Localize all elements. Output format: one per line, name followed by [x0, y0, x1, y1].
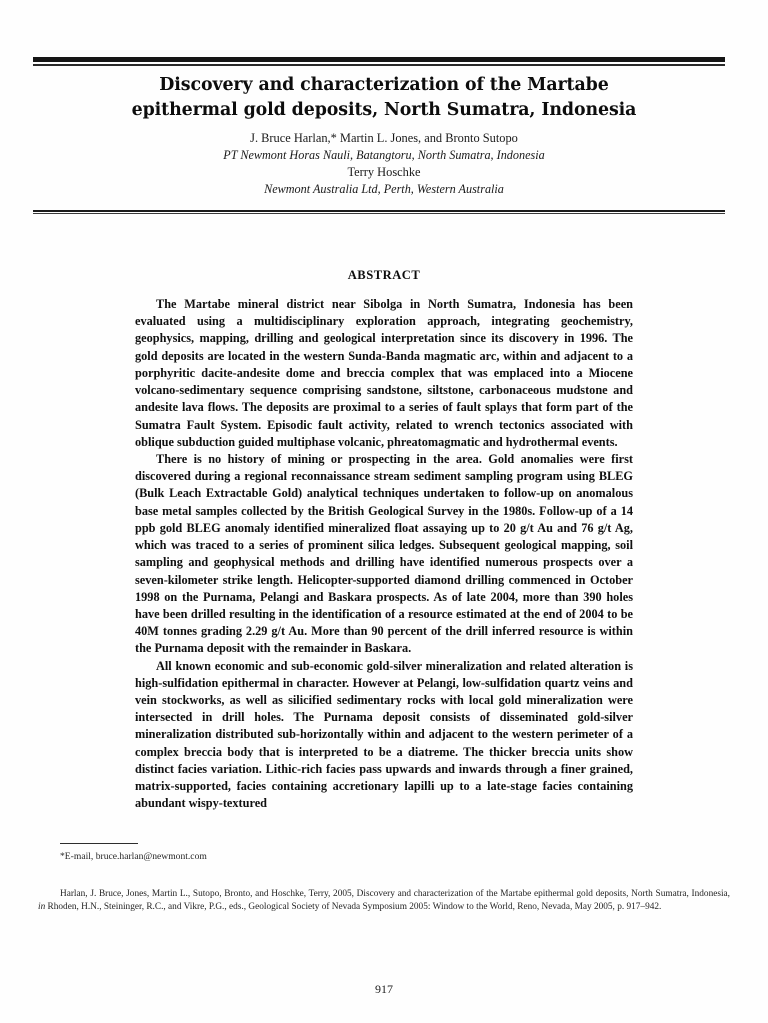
rule-bar-c: [33, 213, 725, 214]
abstract-paragraph: There is no history of mining or prospecting in the area. Gold anomalies were first discovered during a regional reconnaissance stream sediment sampling program using BLEG (Bulk Leach Extractable Gold) analytical techniques undertaken to follow-up on anomalous base metal samples collected by the British Geological Survey in the 1980s. Follow-up of a 14 ppb gold BLEG anomaly identified mineralized float assaying up to 20 g/t Au and 76 g/t Ag, which was traced to a series of prominent silica ledges. Subsequent geological mapping, soil sampling and geophysical methods and drilling have identified numerous prospects over a seven-kilometer strike length. Helicopter-supported diamond drilling commenced in October 1998 on the Purnama, Pelangi and Baskara prospects. As of late 2004, more than 390 holes have been drilled resulting in the identification of a resource estimated at the end of 2004 to be 40M tonnes grading 2.29 g/t Au. More than 90 percent of the drill inferred resource is within the Purnama deposit with the remainder in Baskara.: [135, 451, 633, 656]
rule-bar-thin: [33, 64, 725, 66]
author-affiliation-secondary: Newmont Australia Ltd, Perth, Western Australia: [264, 182, 504, 196]
citation-in-keyword: in: [38, 902, 46, 913]
footnote-separator-rule: [60, 843, 138, 844]
abstract-body: [135, 296, 633, 813]
author-names-primary: J. Bruce Harlan,* Martin L. Jones, and Bronto Sutopo: [250, 131, 518, 145]
title-line-1: Discovery and characterization of the Martabe: [159, 75, 609, 95]
abstract-paragraph: All known economic and sub-economic gold-silver mineralization and related alteration is high-sulfidation epithermal in character. However at Pelangi, low-sulfidation quartz veins and vein stockworks, as well as silicified sedimentary rocks with local gold mineralization were intersected in drill holes. The Purnama deposit consists of disseminated gold-silver mineralization distributed sub-horizontally within and adjacent to the western perimeter of a complex breccia body that is interpreted to be a diatreme. The thicker breccia units show distinct facies variation. Lithic-rich facies pass upwards and inwards through a finer grained, matrix-supported, facies containing accretionary lapilli up to a late-stage facies containing abundant wispy-textured: [135, 658, 633, 811]
header-rule-bottom: [33, 210, 725, 214]
citation-block: [38, 888, 730, 914]
abstract-paragraph: The Martabe mineral district near Sibolga in North Sumatra, Indonesia has been evaluated using a multidisciplinary exploration approach, integrating geochemistry, geophysics, mapping, drilling and geological interpretation since its discovery in 1996. The gold deposits are located in the western Sunda-Banda magmatic arc, within and adjacent to a porphyritic dacite-andesite dome and breccia complex that was emplaced into a Miocene volcano-sedimentary sequence comprising sandstone, siltstone, carbonaceous mudstone and andesite lava flows. The deposits are proximal to a series of fault splays that form part of the Sumatra Fault System. Episodic fault activity, related to wrench tectonics associated with oblique subduction guided multiphase volcanic, phreatomagmatic and hydrothermal events.: [135, 297, 633, 449]
page-number: 917: [375, 982, 393, 996]
footnote-email: *E-mail, bruce.harlan@newmont.com: [60, 851, 207, 862]
page-title: [60, 73, 708, 123]
title-line-2: epithermal gold deposits, North Sumatra, Indonesia: [131, 100, 637, 120]
citation-part-2: Rhoden, H.N., Steininger, R.C., and Vikre, P.G., eds., Geological Society of Nevada Symposium 2005: Window to the World, Reno, Nevada, May 2005, p. 917–942.: [45, 902, 662, 913]
author-affiliation-primary: PT Newmont Horas Nauli, Batangtoru, North Sumatra, Indonesia: [223, 148, 545, 162]
header-rule-top: [33, 57, 725, 66]
citation-part-1: Harlan, J. Bruce, Jones, Martin L., Sutopo, Bronto, and Hoschke, Terry, 2005, Discovery and characterization of the Martabe epithermal gold deposits, North Sumatra, Indonesia,: [60, 889, 730, 899]
author-block: [60, 130, 708, 198]
abstract-heading: ABSTRACT: [347, 268, 421, 282]
author-names-secondary: Terry Hoschke: [347, 165, 421, 179]
